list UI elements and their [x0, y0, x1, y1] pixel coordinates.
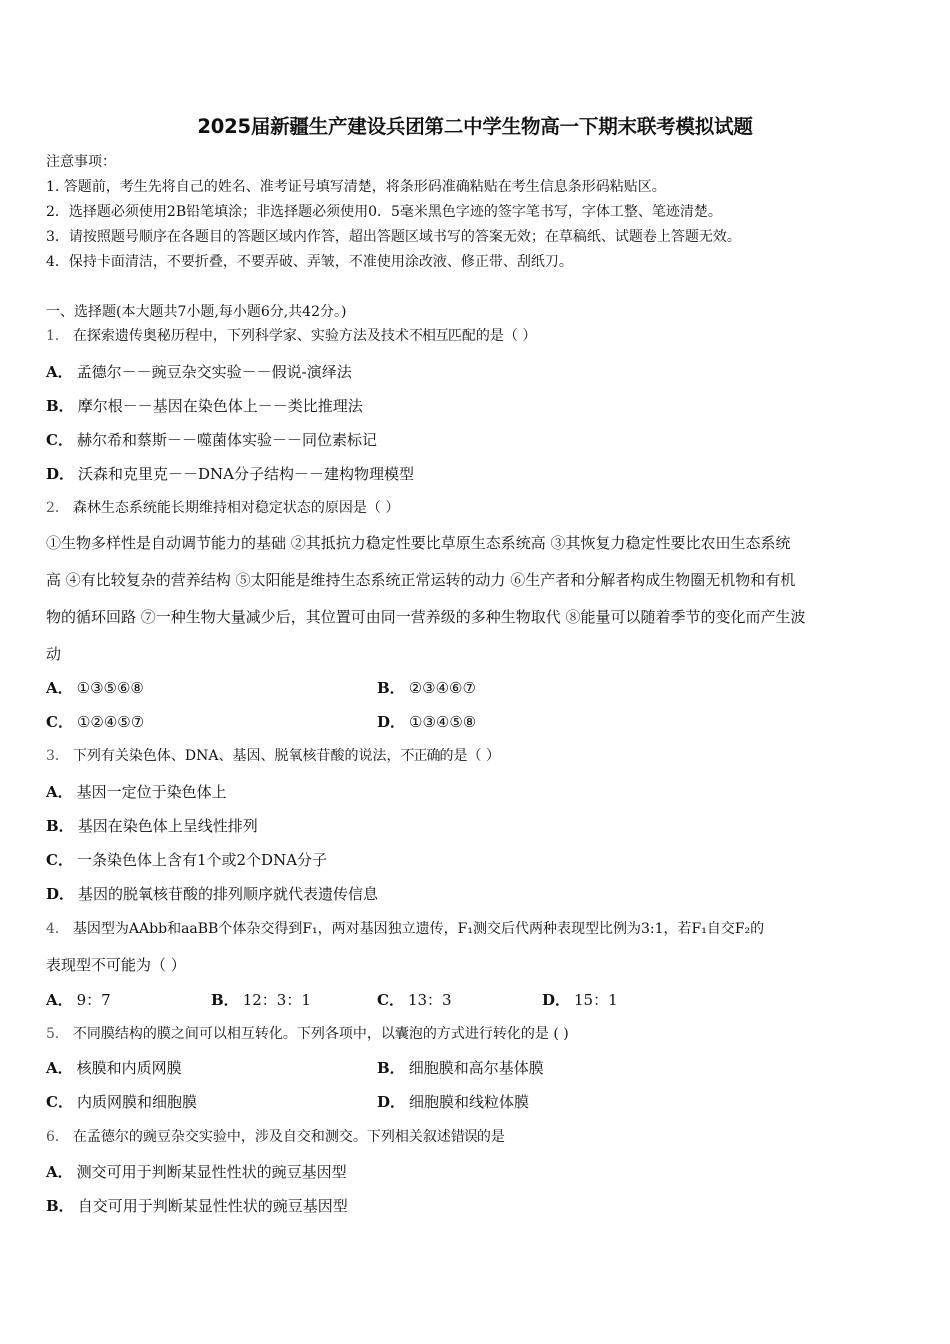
question-number: 2． [46, 500, 69, 516]
option-a [46, 990, 111, 1010]
option-label: C． [46, 1093, 73, 1111]
stem-emphasis: 不相互 [408, 328, 448, 344]
question-number: 6． [46, 1129, 69, 1145]
option-label: C． [46, 713, 73, 731]
option-label: A． [46, 1163, 73, 1181]
option-label: D． [46, 885, 75, 903]
option-text: 内质网膜和细胞膜 [76, 1093, 197, 1111]
stem-text: 在探索遗传奥秘历程中，下列科学家、实验方法及技术 [72, 328, 409, 344]
option-text: ①②④⑤⑦ [76, 713, 145, 731]
option-b [46, 1196, 348, 1216]
option-c [377, 990, 452, 1010]
option-text: 摩尔根－－基因在染色体上－－类比推理法 [77, 397, 363, 415]
option-b [46, 816, 258, 836]
stem-text-end: 匹配的是（ ） [447, 328, 537, 344]
option-c [46, 712, 144, 732]
stem-emphasis: 错误 [450, 1129, 477, 1145]
option-a [46, 782, 227, 802]
option-b [46, 396, 363, 416]
stem-text: 在孟德尔的豌豆杂交实验中，涉及自交和测交。下列相关叙述 [72, 1129, 451, 1145]
option-label: B． [46, 817, 74, 835]
option-text: 基因一定位于染色体上 [76, 783, 227, 801]
option-b [377, 678, 476, 698]
option-label: B． [377, 1059, 405, 1077]
option-label: D． [377, 1093, 406, 1111]
option-a [46, 1162, 347, 1182]
stem-text: 森林生态系统能长期维持相对稳定状态的原因是（ ） [72, 500, 400, 516]
stem-text-end: 的是 [476, 1129, 505, 1145]
notice-item: 3．请按照题号顺序在各题目的答题区域内作答，超出答题区域书写的答案无效；在草稿纸、试题卷上答题无效。 [46, 229, 741, 245]
option-d [46, 464, 414, 484]
question-2-stem [46, 498, 399, 518]
question-number: 1． [46, 328, 69, 344]
notice-item: 4．保持卡面清洁，不要折叠，不要弄破、弄皱，不准使用涂改液、修正带、刮纸刀。 [46, 254, 573, 270]
option-label: A． [46, 1059, 73, 1077]
option-b [211, 990, 311, 1010]
option-label: D． [542, 991, 571, 1009]
question-5-stem [46, 1024, 569, 1044]
option-text: 一条染色体上含有1个或2个DNA分子 [76, 851, 328, 869]
option-c [46, 850, 327, 870]
question-2-body: 动 [46, 645, 62, 663]
question-number: 5． [46, 1026, 69, 1042]
option-c [46, 1092, 197, 1112]
page-title: 2025届新疆生产建设兵团第二中学生物高一下期末联考模拟试题 [197, 115, 753, 138]
question-2-body: ①生物多样性是自动调节能力的基础 ②其抵抗力稳定性要比草原生态系统高 ③其恢复力稳定性要比农田生态系统 [46, 534, 791, 552]
notice-heading: 注意事项： [46, 154, 116, 170]
option-text: 细胞膜和线粒体膜 [409, 1093, 530, 1111]
option-text: 9：7 [76, 991, 111, 1009]
option-d [46, 884, 378, 904]
option-text: 核膜和内质网膜 [76, 1059, 182, 1077]
question-3-stem [46, 746, 500, 766]
option-label: A． [46, 363, 73, 381]
option-label: B． [46, 1197, 74, 1215]
stem-text: 不同膜结构的膜之间可以相互转化。下列各项中，以囊泡的方式进行转化的是 ( ) [72, 1026, 569, 1042]
question-6-stem [46, 1127, 505, 1147]
option-d [542, 990, 618, 1010]
option-label: A． [46, 783, 73, 801]
option-text: 自交可用于判断某显性性状的豌豆基因型 [77, 1197, 348, 1215]
question-2-body: 物的循环回路 ⑦一种生物大量减少后，其位置可由同一营养级的多种生物取代 ⑧能量可以随着季节的变化而产生波 [46, 608, 806, 626]
option-text: 孟德尔－－豌豆杂交实验－－假说-演绎法 [76, 363, 352, 381]
section-heading: 一、选择题(本大题共7小题,每小题6分,共42分。) [46, 304, 347, 320]
option-label: A． [46, 679, 73, 697]
option-label: D． [46, 465, 75, 483]
option-text: 12：3：1 [242, 991, 311, 1009]
stem-text: 基因型为AAbb和aaBB个体杂交得到F₁，两对基因独立遗传，F₁测交后代两种表现型比例为3:1，若F₁自交F₂的 [72, 921, 765, 937]
stem-emphasis: 不正确 [400, 748, 440, 764]
option-a [46, 362, 352, 382]
option-b [377, 1058, 544, 1078]
option-label: B． [46, 397, 74, 415]
option-text: 13：3 [407, 991, 452, 1009]
option-a [46, 678, 144, 698]
question-number: 4． [46, 921, 69, 937]
option-label: B． [211, 991, 239, 1009]
option-text: 基因的脱氧核苷酸的排列顺序就代表遗传信息 [78, 885, 379, 903]
option-text: ②③④⑥⑦ [408, 679, 476, 697]
option-text: ①③⑤⑥⑧ [76, 679, 144, 697]
notice-item: 1. 答题前，考生先将自己的姓名、准考证号填写清楚，将条形码准确粘贴在考生信息条形码粘贴区。 [46, 179, 666, 195]
option-text: ①③④⑤⑧ [409, 713, 477, 731]
question-4-stem [46, 919, 764, 939]
option-label: C． [46, 851, 73, 869]
stem-text: 下列有关染色体、DNA、基因、脱氧核苷酸的说法， [72, 748, 401, 764]
option-text: 沃森和克里克－－DNA分子结构－－建构物理模型 [78, 465, 415, 483]
option-label: A． [46, 991, 73, 1009]
question-2-body: 高 ④有比较复杂的营养结构 ⑤太阳能是维持生态系统正常运转的动力 ⑥生产者和分解者构成生物圈无机物和有机 [46, 571, 796, 589]
question-4-stem-cont: 表现型不可能为（ ） [46, 956, 186, 974]
question-number: 3． [46, 748, 69, 764]
stem-text-end: 的是（ ） [439, 748, 500, 764]
option-d [377, 712, 476, 732]
option-c [46, 430, 377, 450]
option-a [46, 1058, 182, 1078]
option-text: 测交可用于判断某显性性状的豌豆基因型 [76, 1163, 347, 1181]
option-label: C． [46, 431, 73, 449]
option-d [377, 1092, 529, 1112]
option-text: 15：1 [574, 991, 618, 1009]
notice-item: 2．选择题必须使用2B铅笔填涂；非选择题必须使用0．5毫米黑色字迹的签字笔书写，字体工整、笔迹清楚。 [46, 204, 722, 220]
question-1-stem [46, 326, 536, 346]
option-text: 基因在染色体上呈线性排列 [77, 817, 258, 835]
option-text: 赫尔希和蔡斯－－噬菌体实验－－同位素标记 [76, 431, 377, 449]
option-label: D． [377, 713, 406, 731]
option-text: 细胞膜和高尔基体膜 [408, 1059, 544, 1077]
option-label: C． [377, 991, 404, 1009]
option-label: B． [377, 679, 405, 697]
